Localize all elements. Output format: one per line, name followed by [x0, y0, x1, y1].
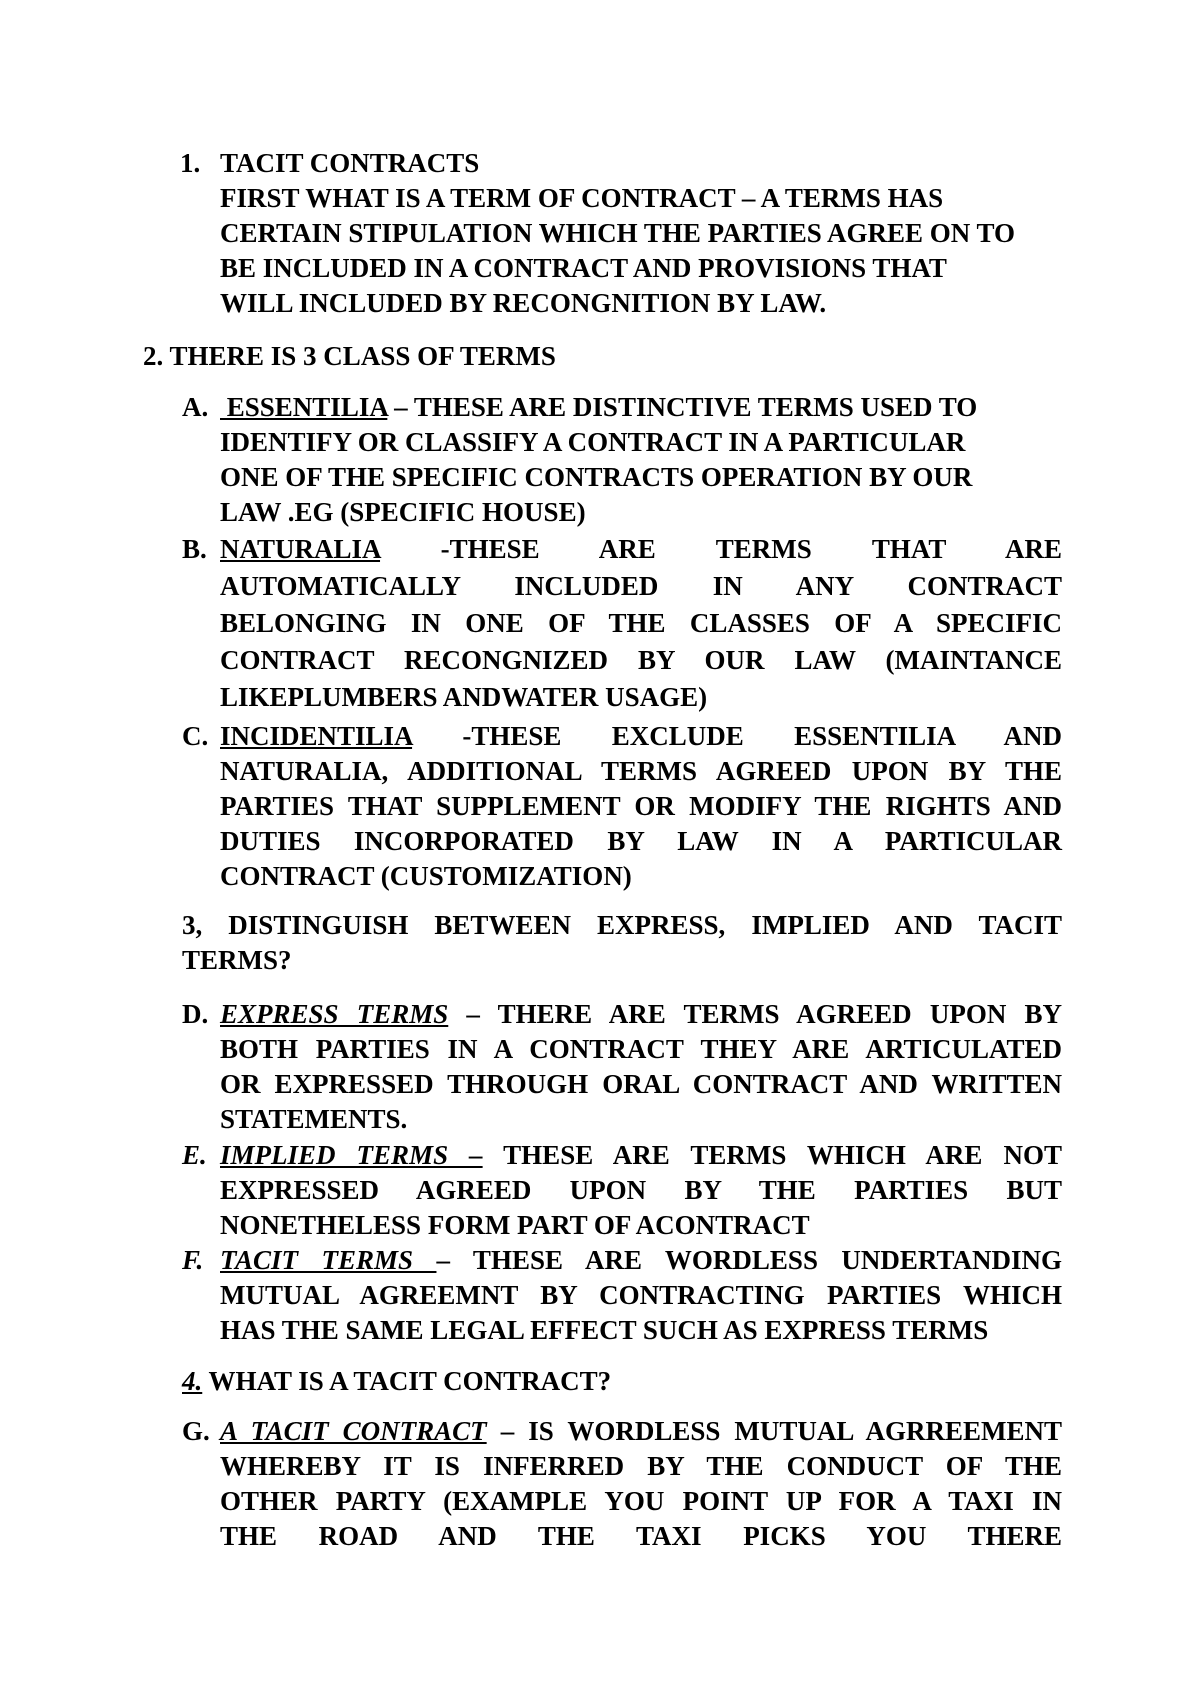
body-line: NATURALIA, ADDITIONAL TERMS AGREED UPON BY THE — [220, 756, 1062, 786]
item-first-line — [220, 1414, 1062, 1449]
item-first-line — [220, 997, 1062, 1032]
body-line: OTHER PARTY (EXAMPLE YOU POINT UP FOR A TAXI IN — [220, 1486, 1062, 1516]
item-first-line — [220, 1243, 1062, 1278]
body-line: STATEMENTS. — [220, 1104, 408, 1134]
body-line: BELONGING IN ONE OF THE CLASSES OF A SPECIFIC — [220, 608, 1062, 638]
body-line: IDENTIFY OR CLASSIFY A CONTRACT IN A PARTICULAR — [220, 427, 966, 457]
term-label: NATURALIA — [220, 534, 381, 564]
term-label: A TACIT CONTRACT — [220, 1416, 487, 1446]
body-line: CONTRACT RECONGNIZED BY OUR LAW (MAINTANCE — [220, 645, 1062, 675]
item-first-line — [220, 532, 1062, 567]
body-line: CONTRACT (CUSTOMIZATION) — [220, 861, 632, 891]
term-label: EXPRESS TERMS — [220, 999, 449, 1029]
body-line: LAW .EG (SPECIFIC HOUSE) — [220, 497, 586, 527]
section-heading-text: WHAT IS A TACIT CONTRACT? — [202, 1366, 612, 1396]
body-line: PARTIES THAT SUPPLEMENT OR MODIFY THE RIGHTS AND — [220, 791, 1062, 821]
body-line: NONETHELESS FORM PART OF ACONTRACT — [220, 1210, 810, 1240]
body-line: CERTAIN STIPULATION WHICH THE PARTIES AGREE ON TO — [220, 218, 1016, 248]
item-marker: D. — [182, 999, 209, 1029]
term-definition: – THESE ARE DISTINCTIVE TERMS USED TO — [387, 392, 978, 422]
body-line: OR EXPRESSED THROUGH ORAL CONTRACT AND WRITTEN — [220, 1069, 1062, 1099]
item-marker: C. — [182, 721, 209, 751]
body-line: HAS THE SAME LEGAL EFFECT SUCH AS EXPRESS TERMS — [220, 1315, 989, 1345]
body-line: MUTUAL AGREEMNT BY CONTRACTING PARTIES WHICH — [220, 1280, 1062, 1310]
section-number: 1. — [180, 148, 201, 178]
body-line: AUTOMATICALLY INCLUDED IN ANY CONTRACT — [220, 571, 1062, 601]
item-marker: E. — [182, 1140, 207, 1170]
term-definition: – IS WORDLESS MUTUAL AGRREEMENT — [486, 1416, 1062, 1446]
term-label: INCIDENTILIA — [220, 721, 413, 751]
body-line: THE ROAD AND THE TAXI PICKS YOU THERE — [220, 1521, 1062, 1551]
term-definition: -THESE EXCLUDE ESSENTILIA AND — [412, 721, 1062, 751]
term-definition: -THESE ARE TERMS THAT ARE — [380, 534, 1062, 564]
body-line: WILL INCLUDED BY RECONGNITION BY LAW. — [220, 288, 827, 318]
section-heading: 2. THERE IS 3 CLASS OF TERMS — [143, 341, 556, 371]
term-definition: – THERE ARE TERMS AGREED UPON BY — [448, 999, 1063, 1029]
term-label: TACIT TERMS — [220, 1245, 437, 1275]
body-line: ONE OF THE SPECIFIC CONTRACTS OPERATION BY OUR — [220, 462, 973, 492]
section-heading — [182, 1364, 611, 1399]
term-label: ESSENTILIA — [220, 392, 388, 422]
item-marker: A. — [182, 392, 209, 422]
body-line: FIRST WHAT IS A TERM OF CONTRACT – A TERMS HAS — [220, 183, 944, 213]
section-title: TACIT CONTRACTS — [220, 148, 480, 178]
section-number: 4. — [182, 1366, 203, 1396]
item-first-line — [220, 1138, 1062, 1173]
term-label: IMPLIED TERMS – — [220, 1140, 483, 1170]
item-first-line — [220, 719, 1062, 754]
item-marker: F. — [182, 1245, 204, 1275]
body-line: WHEREBY IT IS INFERRED BY THE CONDUCT OF THE — [220, 1451, 1062, 1481]
item-marker: G. — [182, 1416, 210, 1446]
term-definition: THESE ARE TERMS WHICH ARE NOT — [482, 1140, 1062, 1170]
body-line: DUTIES INCORPORATED BY LAW IN A PARTICULAR — [220, 826, 1062, 856]
body-line: LIKEPLUMBERS ANDWATER USAGE) — [220, 682, 708, 712]
section-heading: 3, DISTINGUISH BETWEEN EXPRESS, IMPLIED AND TACIT — [182, 910, 1062, 940]
body-line: EXPRESSED AGREED UPON BY THE PARTIES BUT — [220, 1175, 1062, 1205]
body-line: BOTH PARTIES IN A CONTRACT THEY ARE ARTICULATED — [220, 1034, 1062, 1064]
item-first-line — [220, 390, 977, 425]
term-definition: – THESE ARE WORDLESS UNDERTANDING — [436, 1245, 1062, 1275]
item-marker: B. — [182, 534, 207, 564]
body-line: BE INCLUDED IN A CONTRACT AND PROVISIONS THAT — [220, 253, 947, 283]
section-heading: TERMS? — [182, 945, 292, 975]
